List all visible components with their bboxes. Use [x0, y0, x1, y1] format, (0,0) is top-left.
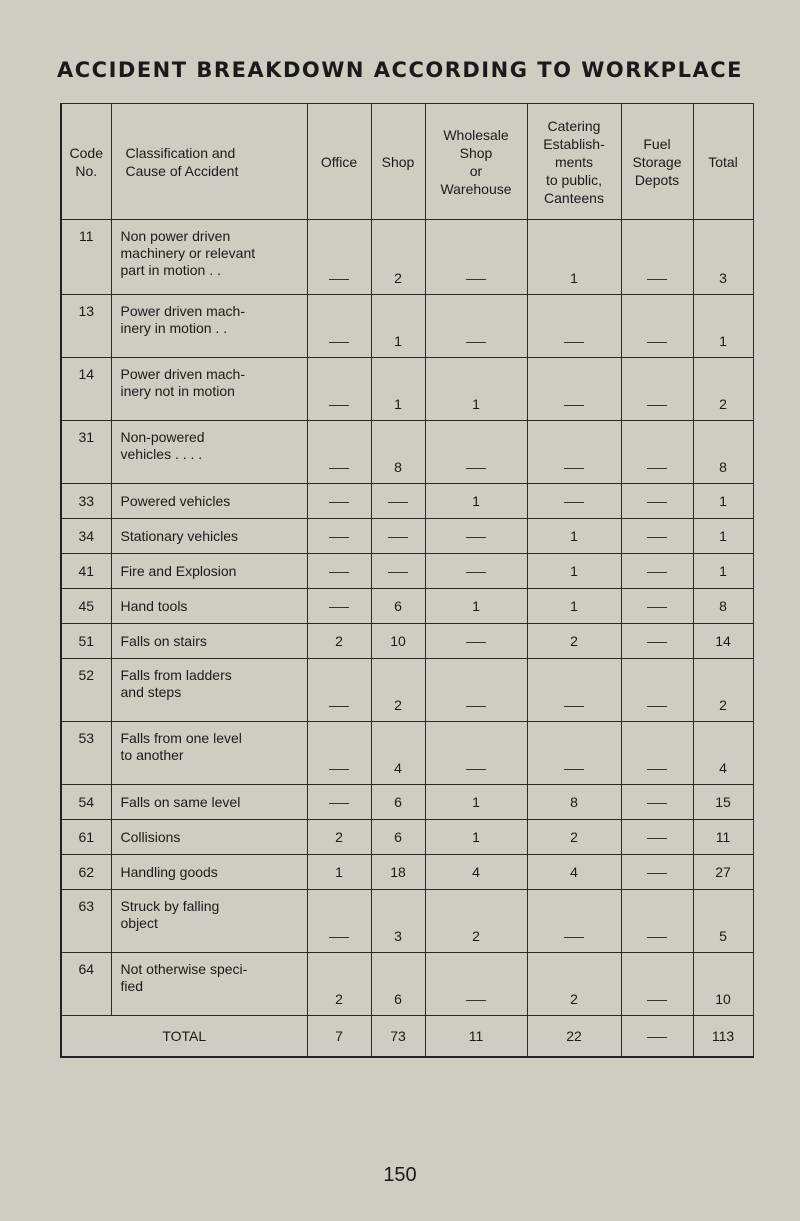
dash-mark — [564, 342, 584, 343]
description-line: Stationary vehicles — [120, 527, 239, 544]
dash-mark — [564, 405, 584, 406]
code-cell: 14 — [61, 358, 111, 421]
table-row — [61, 624, 753, 659]
total-catering-cell: 22 — [527, 1016, 621, 1058]
shop-cell: 8 — [371, 421, 425, 484]
description-line: inery in motion . . — [120, 320, 228, 336]
office-cell — [307, 484, 371, 519]
wholesale-cell — [425, 722, 527, 785]
fuel-cell — [621, 220, 693, 295]
wholesale-cell — [425, 659, 527, 722]
total-cell: 10 — [693, 953, 753, 1016]
dash-mark — [329, 607, 349, 608]
description-line: fied — [120, 978, 144, 994]
wholesale-cell — [425, 519, 527, 554]
catering-cell — [527, 659, 621, 722]
total-cell: 11 — [693, 820, 753, 855]
dash-mark — [466, 572, 486, 573]
dash-mark — [647, 405, 667, 406]
code-cell: 53 — [61, 722, 111, 785]
header-wholesale: Wholesale Shop or Warehouse — [425, 104, 527, 220]
dash-mark — [388, 572, 408, 573]
shop-cell — [371, 484, 425, 519]
catering-cell: 1 — [527, 220, 621, 295]
description-line: Power driven mach- — [120, 303, 245, 319]
description-line: Struck by falling — [120, 898, 220, 914]
description-cell — [111, 358, 307, 421]
catering-cell — [527, 358, 621, 421]
header-row — [61, 104, 753, 220]
total-wholesale-cell: 11 — [425, 1016, 527, 1058]
table-body — [61, 220, 753, 1058]
description-line: object — [120, 915, 158, 931]
table-row — [61, 220, 753, 295]
code-cell: 52 — [61, 659, 111, 722]
fuel-cell — [621, 890, 693, 953]
fuel-cell — [621, 554, 693, 589]
catering-cell: 2 — [527, 820, 621, 855]
dash-mark — [466, 1000, 486, 1001]
office-cell — [307, 421, 371, 484]
table-row — [61, 855, 753, 890]
code-cell: 34 — [61, 519, 111, 554]
wholesale-cell — [425, 295, 527, 358]
dash-mark — [647, 803, 667, 804]
wholesale-cell: 2 — [425, 890, 527, 953]
dash-mark — [647, 572, 667, 573]
dash-mark — [647, 468, 667, 469]
total-cell: 27 — [693, 855, 753, 890]
description-cell — [111, 554, 307, 589]
description-line: Not otherwise speci- — [120, 961, 248, 977]
total-cell: 8 — [693, 589, 753, 624]
description-line: Fire and Explosion — [120, 562, 237, 579]
office-cell — [307, 220, 371, 295]
wholesale-cell: 1 — [425, 820, 527, 855]
dash-mark — [466, 279, 486, 280]
wholesale-cell: 1 — [425, 589, 527, 624]
fuel-cell — [621, 484, 693, 519]
table-row — [61, 295, 753, 358]
description-cell — [111, 855, 307, 890]
total-office-cell: 7 — [307, 1016, 371, 1058]
total-cell: 3 — [693, 220, 753, 295]
wholesale-cell — [425, 421, 527, 484]
code-cell: 13 — [61, 295, 111, 358]
office-cell — [307, 659, 371, 722]
description-cell — [111, 295, 307, 358]
page-number: 150 — [383, 1164, 417, 1186]
table-row — [61, 659, 753, 722]
wholesale-cell: 4 — [425, 855, 527, 890]
dash-mark — [466, 769, 486, 770]
fuel-cell — [621, 295, 693, 358]
wholesale-cell — [425, 220, 527, 295]
dash-mark — [329, 405, 349, 406]
catering-cell — [527, 484, 621, 519]
office-cell — [307, 554, 371, 589]
dash-mark — [329, 937, 349, 938]
dash-mark — [647, 607, 667, 608]
table-row — [61, 890, 753, 953]
header-catering: Catering Establish- ments to public, Canteens — [527, 104, 621, 220]
description-cell — [111, 785, 307, 820]
office-cell: 1 — [307, 855, 371, 890]
accident-table — [60, 103, 754, 1058]
shop-cell: 2 — [371, 220, 425, 295]
description-line: to another — [120, 747, 184, 763]
total-fuel-cell — [621, 1016, 693, 1058]
total-total-cell: 113 — [693, 1016, 753, 1058]
catering-cell — [527, 890, 621, 953]
total-cell: 2 — [693, 358, 753, 421]
total-cell: 1 — [693, 519, 753, 554]
description-line: Non-powered — [120, 429, 205, 445]
office-cell — [307, 722, 371, 785]
header-code: Code No. — [61, 104, 111, 220]
header-fuel: Fuel Storage Depots — [621, 104, 693, 220]
description-line: vehicles . . . . — [120, 446, 203, 462]
total-cell: 1 — [693, 484, 753, 519]
catering-cell: 1 — [527, 554, 621, 589]
header-total: Total — [693, 104, 753, 220]
description-cell — [111, 820, 307, 855]
dash-mark — [564, 706, 584, 707]
dash-mark — [466, 706, 486, 707]
description-cell — [111, 659, 307, 722]
table-row — [61, 554, 753, 589]
catering-cell — [527, 295, 621, 358]
fuel-cell — [621, 659, 693, 722]
wholesale-cell — [425, 624, 527, 659]
header-office: Office — [307, 104, 371, 220]
catering-cell: 4 — [527, 855, 621, 890]
wholesale-cell — [425, 554, 527, 589]
description-cell — [111, 484, 307, 519]
description-cell — [111, 722, 307, 785]
dash-mark — [647, 342, 667, 343]
description-line: machinery or relevant — [120, 245, 256, 261]
total-cell: 15 — [693, 785, 753, 820]
dash-mark — [329, 572, 349, 573]
dash-mark — [466, 642, 486, 643]
dash-mark — [466, 537, 486, 538]
dash-mark — [564, 468, 584, 469]
header-shop: Shop — [371, 104, 425, 220]
fuel-cell — [621, 358, 693, 421]
total-cell: 5 — [693, 890, 753, 953]
total-label: TOTAL — [61, 1016, 307, 1058]
description-cell — [111, 421, 307, 484]
dash-mark — [564, 937, 584, 938]
dash-mark — [647, 1037, 667, 1038]
shop-cell: 1 — [371, 358, 425, 421]
shop-cell: 2 — [371, 659, 425, 722]
wholesale-cell: 1 — [425, 358, 527, 421]
fuel-cell — [621, 624, 693, 659]
dash-mark — [388, 502, 408, 503]
table-row — [61, 519, 753, 554]
total-cell: 14 — [693, 624, 753, 659]
table-row — [61, 785, 753, 820]
table-row — [61, 358, 753, 421]
dash-mark — [647, 1000, 667, 1001]
office-cell: 2 — [307, 624, 371, 659]
fuel-cell — [621, 953, 693, 1016]
total-cell: 4 — [693, 722, 753, 785]
office-cell: 2 — [307, 953, 371, 1016]
dash-mark — [647, 937, 667, 938]
code-cell: 54 — [61, 785, 111, 820]
code-cell: 33 — [61, 484, 111, 519]
office-cell: 2 — [307, 820, 371, 855]
description-line: Falls from ladders — [120, 667, 232, 683]
description-cell — [111, 953, 307, 1016]
shop-cell — [371, 519, 425, 554]
dash-mark — [564, 502, 584, 503]
fuel-cell — [621, 820, 693, 855]
description-cell — [111, 519, 307, 554]
table-row — [61, 421, 753, 484]
catering-cell: 2 — [527, 624, 621, 659]
table-row — [61, 820, 753, 855]
dash-mark — [647, 537, 667, 538]
total-cell: 2 — [693, 659, 753, 722]
description-cell — [111, 890, 307, 953]
total-cell: 1 — [693, 554, 753, 589]
dash-mark — [329, 803, 349, 804]
fuel-cell — [621, 421, 693, 484]
description-line: Falls from one level — [120, 730, 242, 746]
dash-mark — [647, 706, 667, 707]
code-cell: 45 — [61, 589, 111, 624]
dash-mark — [466, 342, 486, 343]
catering-cell: 1 — [527, 519, 621, 554]
dash-mark — [466, 468, 486, 469]
shop-cell: 6 — [371, 785, 425, 820]
office-cell — [307, 358, 371, 421]
description-line: Non power driven — [120, 228, 231, 244]
dash-mark — [647, 838, 667, 839]
fuel-cell — [621, 785, 693, 820]
description-line: Collisions — [120, 828, 181, 845]
table-row — [61, 722, 753, 785]
shop-cell — [371, 554, 425, 589]
total-cell: 8 — [693, 421, 753, 484]
shop-cell: 6 — [371, 820, 425, 855]
dash-mark — [329, 769, 349, 770]
fuel-cell — [621, 519, 693, 554]
dash-mark — [388, 537, 408, 538]
dash-mark — [647, 769, 667, 770]
fuel-cell — [621, 855, 693, 890]
page-title: ACCIDENT BREAKDOWN ACCORDING TO WORKPLACE — [57, 58, 743, 82]
office-cell — [307, 890, 371, 953]
table-row — [61, 484, 753, 519]
catering-cell: 8 — [527, 785, 621, 820]
shop-cell: 6 — [371, 589, 425, 624]
code-cell: 64 — [61, 953, 111, 1016]
dash-mark — [647, 279, 667, 280]
shop-cell: 1 — [371, 295, 425, 358]
dash-mark — [329, 279, 349, 280]
table-row — [61, 953, 753, 1016]
dash-mark — [329, 468, 349, 469]
dash-mark — [564, 769, 584, 770]
catering-cell — [527, 421, 621, 484]
description-cell — [111, 624, 307, 659]
shop-cell: 4 — [371, 722, 425, 785]
fuel-cell — [621, 722, 693, 785]
office-cell — [307, 589, 371, 624]
dash-mark — [329, 502, 349, 503]
table-row — [61, 589, 753, 624]
total-row — [61, 1016, 753, 1058]
header-classification: Classification and Cause of Accident — [111, 104, 307, 220]
dash-mark — [329, 706, 349, 707]
fuel-cell — [621, 589, 693, 624]
shop-cell: 10 — [371, 624, 425, 659]
total-shop-cell: 73 — [371, 1016, 425, 1058]
dash-mark — [647, 502, 667, 503]
wholesale-cell: 1 — [425, 785, 527, 820]
description-line: Power driven mach- — [120, 366, 245, 382]
dash-mark — [647, 642, 667, 643]
wholesale-cell — [425, 953, 527, 1016]
code-cell: 41 — [61, 554, 111, 589]
catering-cell: 2 — [527, 953, 621, 1016]
description-line: inery not in motion — [120, 383, 235, 399]
dash-mark — [647, 873, 667, 874]
catering-cell — [527, 722, 621, 785]
office-cell — [307, 519, 371, 554]
code-cell: 63 — [61, 890, 111, 953]
description-line: Falls on same level — [120, 793, 241, 810]
description-line: Handling goods — [120, 863, 218, 880]
shop-cell: 18 — [371, 855, 425, 890]
description-line: Hand tools — [120, 597, 188, 614]
shop-cell: 6 — [371, 953, 425, 1016]
wholesale-cell: 1 — [425, 484, 527, 519]
office-cell — [307, 295, 371, 358]
code-cell: 31 — [61, 421, 111, 484]
shop-cell: 3 — [371, 890, 425, 953]
code-cell: 11 — [61, 220, 111, 295]
description-line: Powered vehicles — [120, 492, 231, 509]
description-line: part in motion . . — [120, 262, 221, 278]
description-cell — [111, 589, 307, 624]
code-cell: 51 — [61, 624, 111, 659]
total-cell: 1 — [693, 295, 753, 358]
code-cell: 61 — [61, 820, 111, 855]
catering-cell: 1 — [527, 589, 621, 624]
dash-mark — [329, 537, 349, 538]
dash-mark — [329, 342, 349, 343]
code-cell: 62 — [61, 855, 111, 890]
description-cell — [111, 220, 307, 295]
description-line: and steps — [120, 684, 182, 700]
description-line: Falls on stairs — [120, 632, 207, 649]
office-cell — [307, 785, 371, 820]
